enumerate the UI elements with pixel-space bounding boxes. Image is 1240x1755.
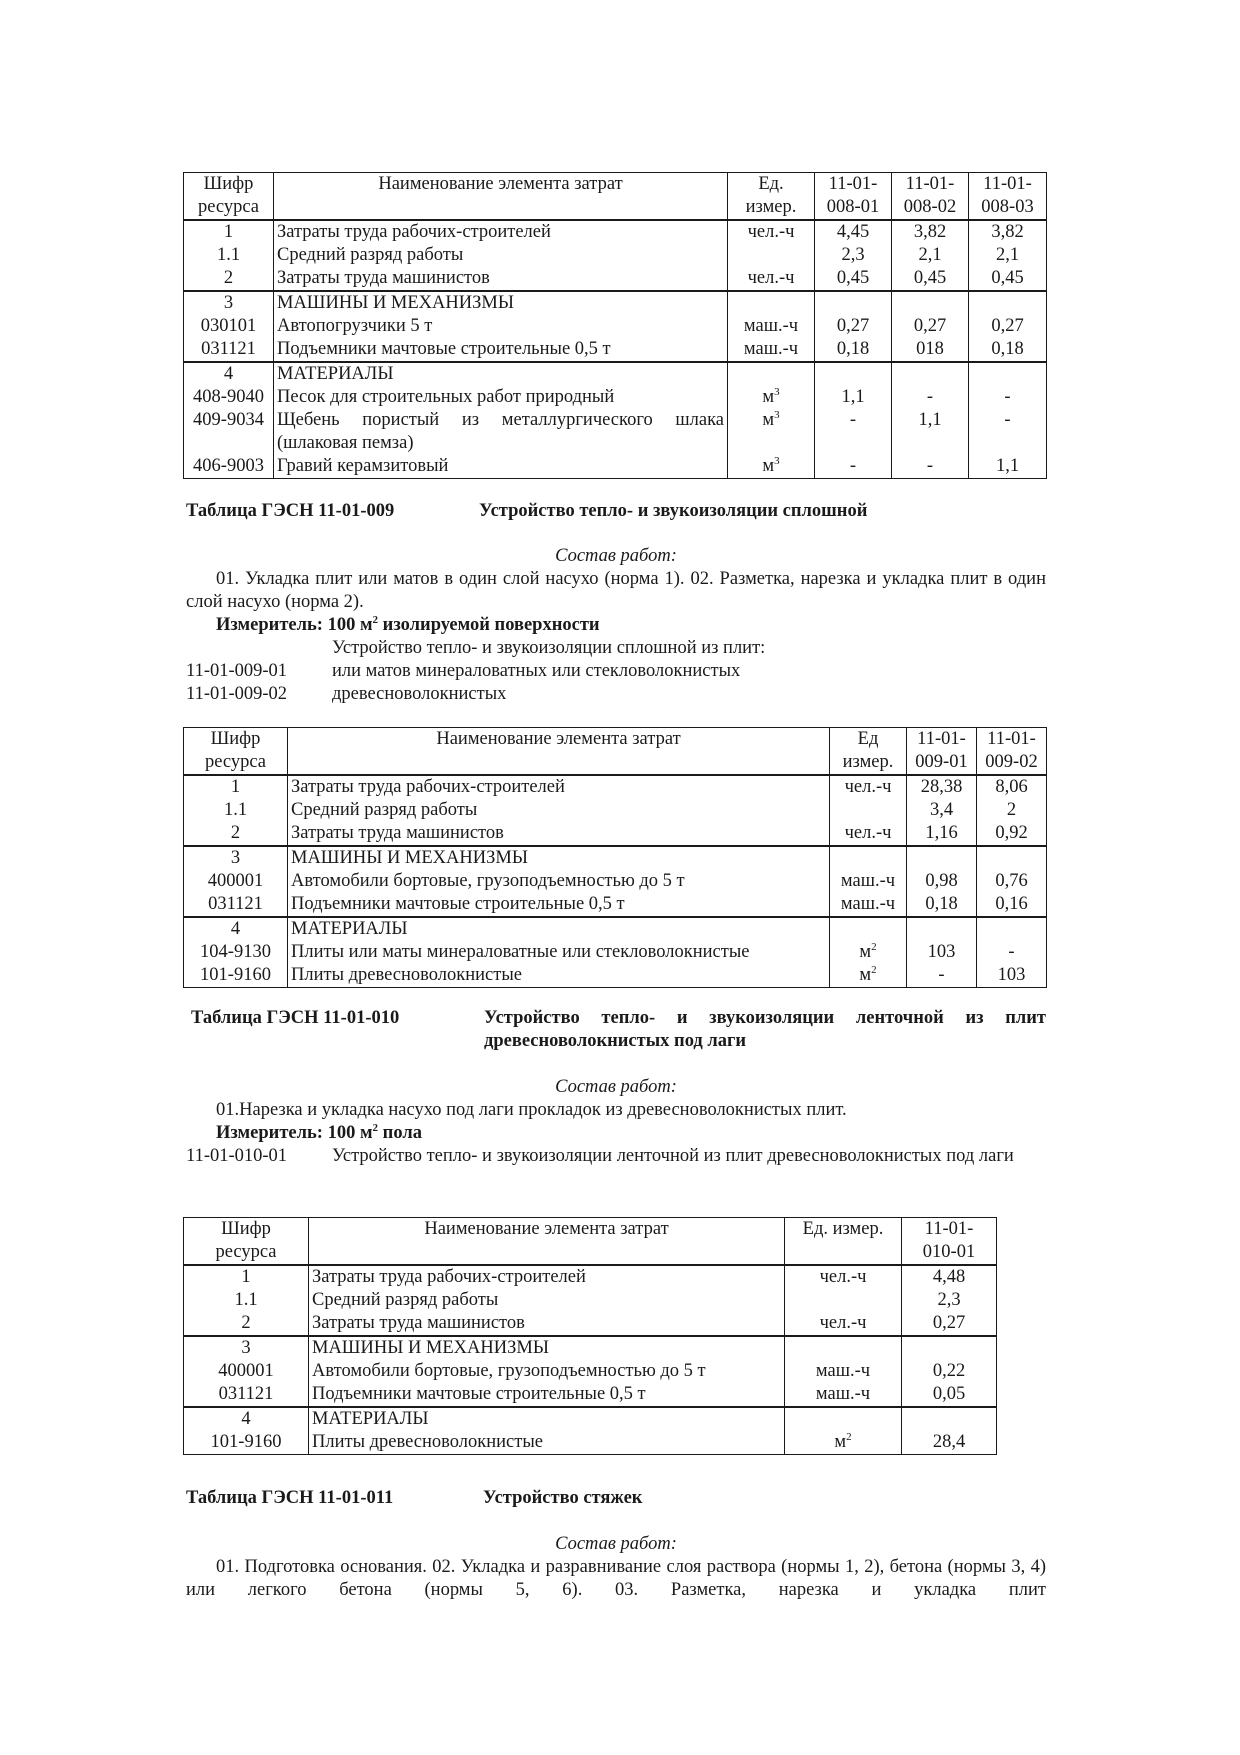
row-value [969,362,1047,386]
row-code: 2 [184,267,274,291]
norm-code: 11-01-009-01 [186,661,288,681]
row-value: 8,06 [977,775,1047,799]
table-row [184,893,1047,917]
table-header-row [184,173,1047,221]
row-code: 1 [184,220,274,244]
row-unit: $м^3$ [728,386,815,409]
composition-heading: Состав работ: [555,1077,677,1097]
row-unit [785,1336,902,1360]
row-value: 0,27 [902,1312,997,1336]
header-name: Наименование элемента затрат [288,728,830,776]
row-value: 0,92 [977,822,1047,846]
row-value [815,362,892,386]
section-row [184,362,1047,386]
norm-code: 11-01-009-02 [186,684,288,704]
row-value: 0,22 [902,1360,997,1383]
composition-text: 01.Нарезка и укладка насухо под лаги прокладок из древесноволокнистых плит. [216,1100,847,1120]
row-code: 104-9130 [184,941,288,964]
section-title: МАШИНЫ И МЕХАНИЗМЫ [288,846,830,870]
row-unit: маш.-ч [785,1383,902,1407]
row-value: 103 [907,941,977,964]
table-row [184,220,1047,244]
row-value: - [977,941,1047,964]
section-title: МАТЕРИАЛЫ [274,362,728,386]
composition-heading: Состав работ: [555,1534,677,1554]
row-code: 101-9160 [184,964,288,988]
row-value: 103 [977,964,1047,988]
row-name: Затраты труда рабочих-строителей [288,775,830,799]
row-unit [830,799,907,822]
row-name: Подъемники мачтовые строительные 0,5 т [288,893,830,917]
row-code: 4 [184,1407,309,1431]
row-value: 0,18 [815,338,892,362]
row-code: 1.1 [184,244,274,267]
row-code: 406-9003 [184,455,274,479]
section-row [184,291,1047,315]
table-row [184,1431,997,1455]
row-name: Затраты труда рабочих-строителей [274,220,728,244]
row-value [977,917,1047,941]
row-unit: чел.-ч [785,1265,902,1289]
row-unit: маш.-ч [785,1360,902,1383]
row-code: 2 [184,822,288,846]
table-row [184,267,1047,291]
row-unit: маш.-ч [728,315,815,338]
row-value: 0,05 [902,1383,997,1407]
row-value: - [969,386,1047,409]
header-norm-3: 11-01- 008-03 [969,173,1047,221]
table-row [184,1360,997,1383]
meter: Измеритель: 100 $м^2$ изолируемой поверхности [216,614,600,635]
row-value: 0,18 [907,893,977,917]
row-unit: чел.-ч [830,822,907,846]
row-name: Песок для строительных работ природный [274,386,728,409]
table-row [184,1265,997,1289]
row-name: Автомобили бортовые, грузоподъемностью до 5 т [288,870,830,893]
table-row [184,1289,997,1312]
row-unit [830,917,907,941]
row-name: Средний разряд работы [288,799,830,822]
header-norm-2: 11-01- 009-02 [977,728,1047,776]
table-title: Устройство тепло- и звукоизоляции сплошной [479,501,868,521]
table-row [184,964,1047,988]
table-row [184,455,1047,479]
row-code: 031121 [184,1383,309,1407]
norm-description: Устройство тепло- и звукоизоляции ленточной из плит древесноволокнистых под лаги [332,1146,1014,1166]
row-value: 0,27 [892,315,969,338]
section-title: МАТЕРИАЛЫ [309,1407,785,1431]
resource-table-11-01-008 [183,172,1047,479]
meter: Измеритель: 100 $м^2$ пола [216,1122,422,1143]
table-row [184,1312,997,1336]
table-title-11-01-010 [191,1007,1046,1055]
row-value: 018 [892,338,969,362]
row-unit: чел.-ч [830,775,907,799]
header-unit: Ед измер. [830,728,907,776]
row-code: 3 [184,846,288,870]
row-name: Затраты труда машинистов [274,267,728,291]
header-name: Наименование элемента затрат [309,1218,785,1266]
header-norm-1: 11-01- 010-01 [902,1218,997,1266]
row-name: Средний разряд работы [274,244,728,267]
row-value [907,917,977,941]
row-name: Затраты труда машинистов [309,1312,785,1336]
table-row [184,775,1047,799]
row-unit [728,244,815,267]
row-code: 4 [184,917,288,941]
row-code: 101-9160 [184,1431,309,1455]
row-name: Плиты древесноволокнистые [288,964,830,988]
row-name: Плиты древесноволокнистые [309,1431,785,1455]
table-header-row [184,728,1047,776]
row-unit: $м^3$ [728,409,815,455]
resource-table-11-01-010 [183,1217,997,1455]
row-value: 3,4 [907,799,977,822]
row-name: Средний разряд работы [309,1289,785,1312]
row-name: Затраты труда машинистов [288,822,830,846]
row-value [815,291,892,315]
row-name: Автопогрузчики 5 т [274,315,728,338]
row-code: 1.1 [184,1289,309,1312]
row-value [892,362,969,386]
row-code: 400001 [184,1360,309,1383]
row-unit [785,1289,902,1312]
table-label: Таблица ГЭСН 11-01-009 [186,501,395,521]
header-unit: Ед. измер. [785,1218,902,1266]
row-unit [728,291,815,315]
table-label: Таблица ГЭСН 11-01-011 [186,1488,394,1508]
header-norm-1: 11-01- 009-01 [907,728,977,776]
table-row [184,1383,997,1407]
composition-text: 01. Укладка плит или матов в один слой насухо (норма 1). 02. Разметка, нарезка и укладка плит в один слой насухо (норма 2). [186,569,1046,612]
table-row [184,386,1047,409]
header-norm-2: 11-01- 008-02 [892,173,969,221]
row-value: 0,76 [977,870,1047,893]
header-code: Шифр ресурса [184,1218,309,1266]
row-code: 400001 [184,870,288,893]
row-value: 0,98 [907,870,977,893]
row-code: 4 [184,362,274,386]
row-unit: чел.-ч [728,267,815,291]
row-code: 1.1 [184,799,288,822]
header-code: Шифр ресурса [184,173,274,221]
table-row [184,870,1047,893]
header-code: Шифр ресурса [184,728,288,776]
row-value: 0,16 [977,893,1047,917]
row-value [977,846,1047,870]
table-row [184,799,1047,822]
resource-table-11-01-009 [183,727,1047,988]
row-value: - [969,409,1047,455]
table-row [184,822,1047,846]
row-value [902,1336,997,1360]
row-unit: чел.-ч [785,1312,902,1336]
row-unit: $м^3$ [728,455,815,479]
row-code: 1 [184,1265,309,1289]
row-value [902,1407,997,1431]
table-title-11-01-009 [186,500,1046,524]
row-name: Подъемники мачтовые строительные 0,5 т [309,1383,785,1407]
row-value: 3,82 [969,220,1047,244]
composition-heading: Состав работ: [555,546,677,566]
row-value: 1,1 [815,386,892,409]
row-value: 0,27 [969,315,1047,338]
row-code: 031121 [184,893,288,917]
row-value: 1,1 [969,455,1047,479]
row-value: 0,45 [969,267,1047,291]
composition-text: 01. Подготовка основания. 02. Укладка и разравнивание слоя раствора (нормы 1, 2), бетона (нормы 3, 4) или легкого бетона (нормы 5, 6). 03. Разметка, нарезка и укладка плит [186,1557,1046,1600]
row-name: Плиты или маты минераловатные или стекловолокнистые [288,941,830,964]
table-row [184,244,1047,267]
row-value: 2 [977,799,1047,822]
row-unit [830,846,907,870]
table-header-row [184,1218,997,1266]
section-row [184,917,1047,941]
norm-description: древесноволокнистых [332,684,507,704]
row-value: 2,1 [969,244,1047,267]
row-unit: маш.-ч [830,893,907,917]
norm-description: или матов минераловатных или стекловолокнистых [332,661,741,681]
row-name: Автомобили бортовые, грузоподъемностью до 5 т [309,1360,785,1383]
table-title-11-01-011 [186,1487,1046,1511]
row-value: 4,45 [815,220,892,244]
row-value: - [892,455,969,479]
table-title: Устройство стяжек [483,1488,643,1508]
row-unit [785,1407,902,1431]
table-row [184,338,1047,362]
row-value: - [892,386,969,409]
section-title: МАШИНЫ И МЕХАНИЗМЫ [309,1336,785,1360]
row-value: 0,45 [815,267,892,291]
row-code: 031121 [184,338,274,362]
row-value: 0,18 [969,338,1047,362]
row-value: 28,4 [902,1431,997,1455]
row-unit: $м^2$ [785,1431,902,1455]
row-value: 1,1 [892,409,969,455]
row-code: 1 [184,775,288,799]
row-value [969,291,1047,315]
row-code: 3 [184,291,274,315]
row-value: 2,1 [892,244,969,267]
row-unit [728,362,815,386]
header-name: Наименование элемента затрат [274,173,728,221]
row-name: Гравий керамзитовый [274,455,728,479]
row-name: Подъемники мачтовые строительные 0,5 т [274,338,728,362]
section-title: МАТЕРИАЛЫ [288,917,830,941]
row-name: Щебень пористый из металлургического шлака (шлаковая пемза) [274,409,728,455]
table-row [184,941,1047,964]
row-value [892,291,969,315]
row-unit: маш.-ч [728,338,815,362]
row-value: 4,48 [902,1265,997,1289]
header-norm-1: 11-01- 008-01 [815,173,892,221]
row-unit: чел.-ч [728,220,815,244]
row-value: - [907,964,977,988]
table-row [184,315,1047,338]
row-unit: $м^2$ [830,964,907,988]
row-value: 0,45 [892,267,969,291]
row-value: - [815,409,892,455]
section-row [184,846,1047,870]
row-value: - [815,455,892,479]
row-code: 2 [184,1312,309,1336]
row-code: 409-9034 [184,409,274,455]
row-value [907,846,977,870]
row-code: 030101 [184,315,274,338]
norm-code: 11-01-010-01 [186,1146,288,1166]
table-row [184,409,1047,455]
row-value: 28,38 [907,775,977,799]
row-unit: маш.-ч [830,870,907,893]
header-unit: Ед. измер. [728,173,815,221]
row-value: 2,3 [815,244,892,267]
row-value: 0,27 [815,315,892,338]
norm-group-caption: Устройство тепло- и звукоизоляции сплошной из плит: [332,638,766,658]
row-name: Затраты труда рабочих-строителей [309,1265,785,1289]
table-title: Устройство тепло- и звукоизоляции ленточной из плит древесноволокнистых под лаги [484,1008,1046,1051]
row-code: 3 [184,1336,309,1360]
row-unit: $м^2$ [830,941,907,964]
section-title: МАШИНЫ И МЕХАНИЗМЫ [274,291,728,315]
row-value: 3,82 [892,220,969,244]
row-value: 1,16 [907,822,977,846]
row-value: 2,3 [902,1289,997,1312]
section-row [184,1336,997,1360]
section-row [184,1407,997,1431]
table-label: Таблица ГЭСН 11-01-010 [191,1008,400,1028]
row-code: 408-9040 [184,386,274,409]
